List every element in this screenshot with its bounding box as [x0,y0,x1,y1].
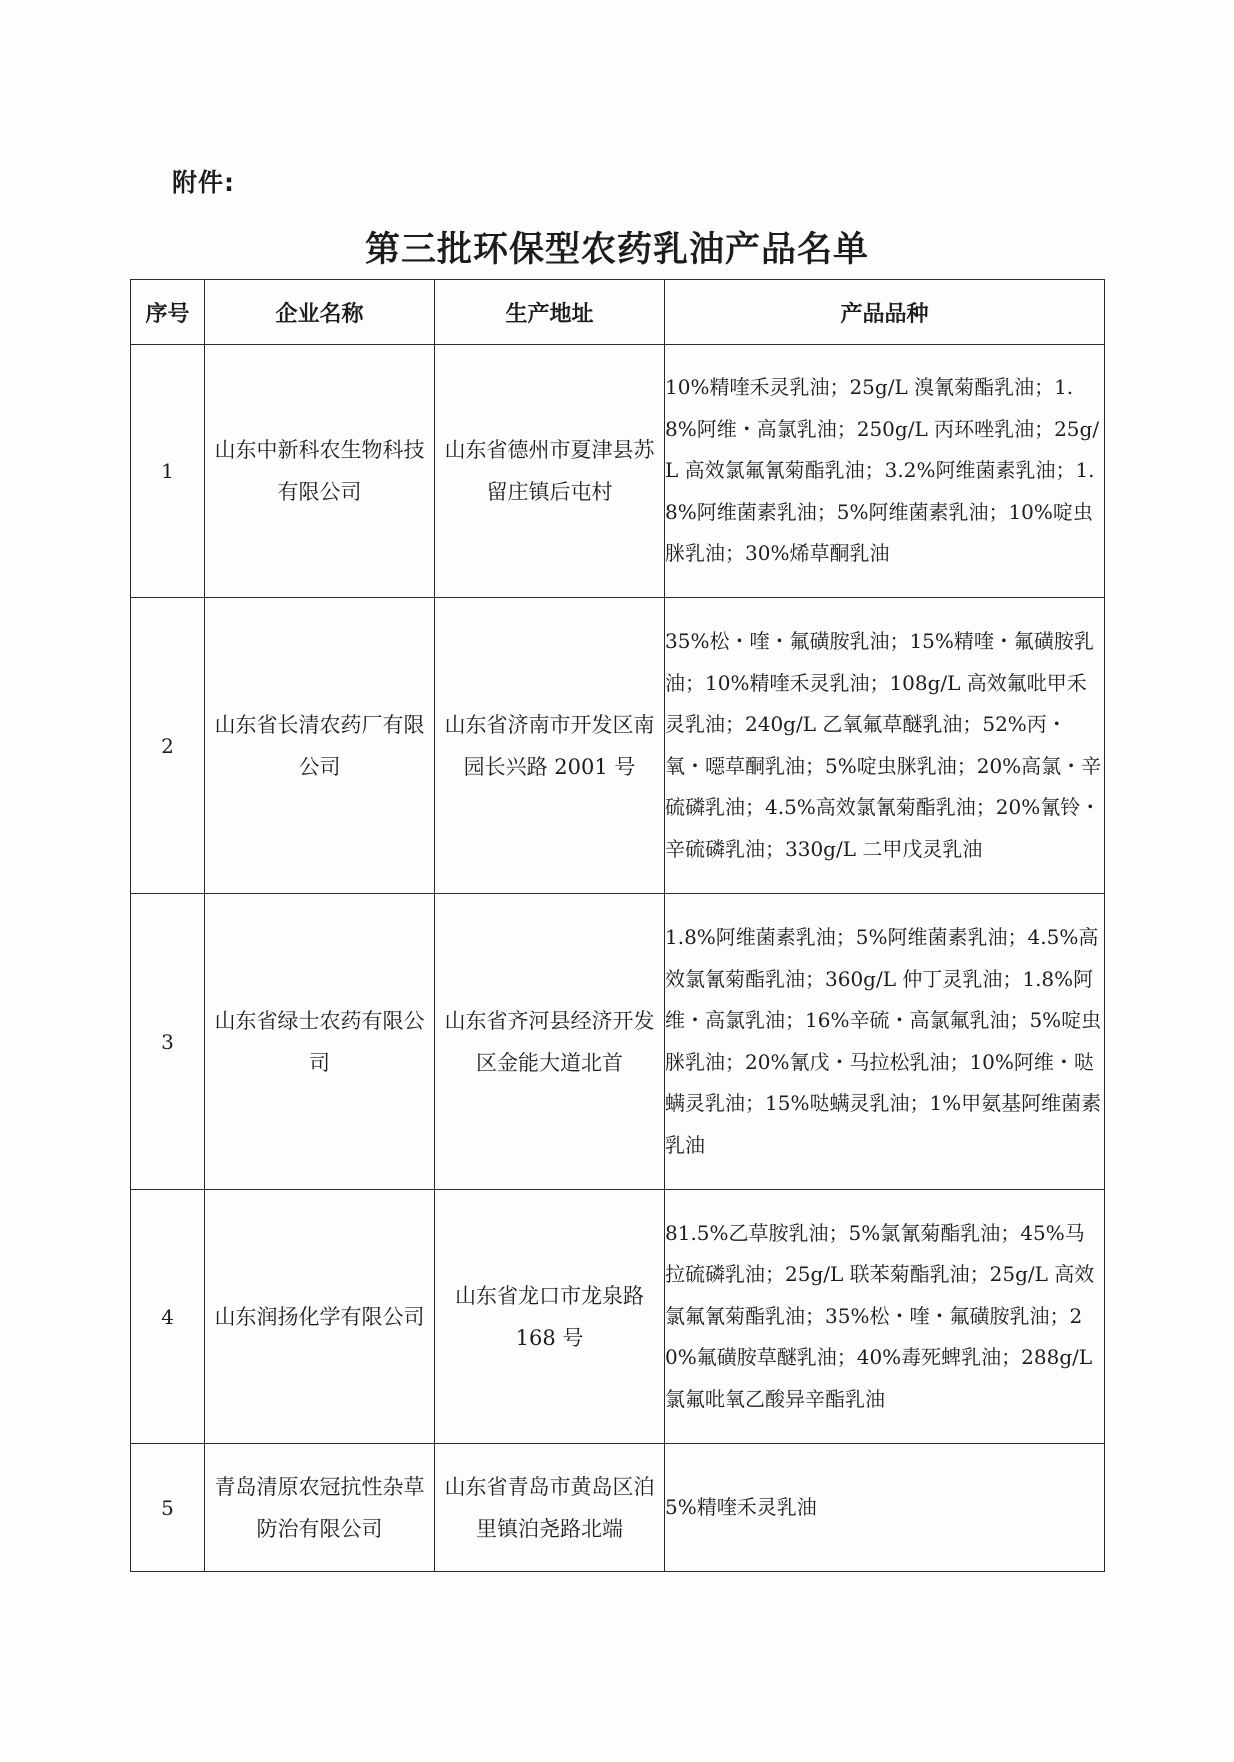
header-index: 序号 [131,280,205,345]
row-address: 山东省德州市夏津县苏留庄镇后屯村 [435,345,665,598]
row-company: 山东省长清农药厂有限公司 [205,598,435,894]
product-list-table [130,279,1105,1572]
row-company: 山东省绿士农药有限公司 [205,894,435,1190]
row-products: 10%精喹禾灵乳油；25g/L 溴氰菊酯乳油；1.8%阿维・高氯乳油；250g/L 丙环唑乳油；25g/L 高效氯氟氰菊酯乳油；3.2%阿维菌素乳油；1.8%阿维菌素乳油；5%阿维菌素乳油；10%啶虫脒乳油；30%烯草酮乳油 [665,345,1105,598]
row-address: 山东省齐河县经济开发区金能大道北首 [435,894,665,1190]
row-products: 1.8%阿维菌素乳油；5%阿维菌素乳油；4.5%高效氯氰菊酯乳油；360g/L 仲丁灵乳油；1.8%阿维・高氯乳油；16%辛硫・高氯氟乳油；5%啶虫脒乳油；20%氰戊・马拉松乳油；10%阿维・哒螨灵乳油；15%哒螨灵乳油；1%甲氨基阿维菌素乳油 [665,894,1105,1190]
row-index: 5 [131,1444,205,1572]
table-row [131,345,1105,598]
table-row [131,894,1105,1190]
header-address: 生产地址 [435,280,665,345]
row-index: 4 [131,1190,205,1444]
table-header-row [131,280,1105,345]
row-address: 山东省青岛市黄岛区泊里镇泊尧路北端 [435,1444,665,1572]
row-company: 山东润扬化学有限公司 [205,1190,435,1444]
row-address: 山东省龙口市龙泉路 168 号 [435,1190,665,1444]
row-products: 35%松・喹・氟磺胺乳油；15%精喹・氟磺胺乳油；10%精喹禾灵乳油；108g/L 高效氟吡甲禾灵乳油；240g/L 乙氧氟草醚乳油；52%丙・氧・噁草酮乳油；5%啶虫脒乳油；20%高氯・辛硫磷乳油；4.5%高效氯氰菊酯乳油；20%氰铃・辛硫磷乳油；330g/L 二甲戊灵乳油 [665,598,1105,894]
header-products: 产品品种 [665,280,1105,345]
attachment-label: 附件: [172,168,235,197]
table-row [131,1444,1105,1572]
table-row [131,1190,1105,1444]
row-address: 山东省济南市开发区南园长兴路 2001 号 [435,598,665,894]
row-products: 81.5%乙草胺乳油；5%氯氰菊酯乳油；45%马拉硫磷乳油；25g/L 联苯菊酯乳油；25g/L 高效氯氟氰菊酯乳油；35%松・喹・氟磺胺乳油；20%氟磺胺草醚乳油；40%毒死蜱乳油；288g/L 氯氟吡氧乙酸异辛酯乳油 [665,1190,1105,1444]
row-index: 2 [131,598,205,894]
row-index: 1 [131,345,205,598]
row-index: 3 [131,894,205,1190]
row-company: 山东中新科农生物科技有限公司 [205,345,435,598]
document-title: 第三批环保型农药乳油产品名单 [364,230,869,270]
header-company: 企业名称 [205,280,435,345]
row-company: 青岛清原农冠抗性杂草防治有限公司 [205,1444,435,1572]
row-products: 5%精喹禾灵乳油 [665,1444,1105,1572]
table-row [131,598,1105,894]
